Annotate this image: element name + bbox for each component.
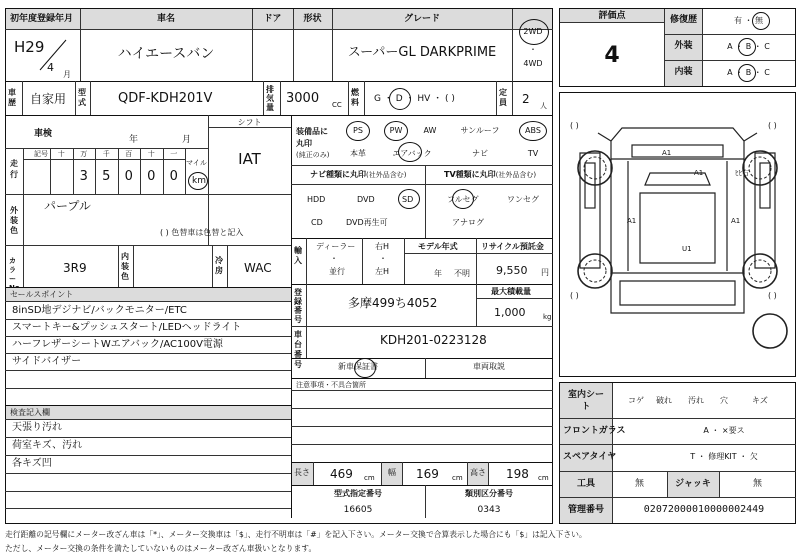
interior-color-label: 内装色 (121, 252, 129, 281)
length-value: 469 (330, 467, 353, 481)
navi-dvd: DVD (357, 195, 375, 204)
model-year-label: モデル年式 (418, 242, 458, 251)
ps-circle (346, 121, 370, 141)
recycle-value: 9,550 (496, 264, 528, 277)
drive-4wd: 4WD (523, 59, 543, 68)
inspector-note-2: 荷室キズ、汚れ (12, 440, 83, 451)
import-dealer: ディーラー (316, 242, 356, 251)
exterior-b-circle (738, 38, 756, 56)
equipment-item: PS (353, 126, 363, 135)
repair-label: 修復歴 (669, 15, 697, 25)
sd-circle (398, 189, 420, 209)
mileage-digit: 0 (124, 169, 133, 184)
mileage-digit: 5 (102, 169, 111, 184)
sales-points-label: セールスポイント (10, 290, 74, 299)
max-load-label: 最大積載量 (491, 287, 531, 296)
mileage-digit: 3 (79, 169, 88, 184)
type-number-label: 型式指定番号 (334, 489, 382, 498)
height-unit: cm (538, 474, 549, 482)
tv-label: TV種類に丸印(社外品含む) (444, 170, 537, 179)
import-left: 左H (375, 267, 390, 276)
cc-value: 3000 (286, 91, 320, 106)
exterior-label: 外装 (674, 41, 693, 51)
abs-circle (519, 121, 547, 141)
tv-oneseg: ワンセグ (507, 195, 539, 204)
car-name: ハイエースバン (117, 46, 215, 62)
equipment-item: 本革 (350, 149, 366, 158)
car-name-label: 車名 (156, 14, 175, 24)
length-unit: cm (364, 474, 375, 482)
new-car-warranty: 新車保証書 (338, 362, 378, 371)
class-number-value: 0343 (477, 505, 501, 515)
use-label: 車歴 (8, 88, 16, 107)
footer-note-2: ただし、メーター交換の条件を満たしていないものはメーター改ざん車扱いとなります。 (5, 544, 317, 553)
tv-fullseg: フルセグ (447, 195, 479, 204)
fuel-value: G ・ D ・ HV ・ ( ) (374, 94, 455, 104)
damage-mark: A1 (627, 217, 637, 225)
fullseg-circle (452, 189, 474, 209)
year-reg-label: 初年度登録年月 (10, 14, 74, 24)
seat-item: キズ (752, 396, 768, 405)
mileage-unit-mile: マイル (186, 159, 207, 167)
length-label: 長さ (294, 468, 310, 477)
height-label: 高さ (470, 468, 486, 477)
type-number-value: 16605 (343, 505, 373, 515)
cc-unit: CC (332, 101, 342, 109)
equipment-item: サンルーフ (460, 126, 500, 135)
navi-hdd: HDD (307, 195, 326, 204)
capacity-label: 定員 (499, 88, 507, 107)
interior-label: 内装 (674, 67, 693, 77)
import-dot-2: ・ (379, 254, 387, 263)
sales-point-1: 8inSD地デジナビ/バックモニター/ETC (12, 305, 187, 316)
navi-sd: SD (402, 195, 414, 204)
main-form (5, 8, 553, 524)
score-value: 4 (604, 43, 620, 68)
shift-label: シフト (237, 118, 262, 127)
width-value: 169 (416, 467, 439, 481)
chassis-value: KDH201-0223128 (380, 333, 487, 347)
drive-dot: ・ (529, 45, 537, 54)
score-label: 評価点 (598, 11, 626, 21)
vehicle-manual: 車両取説 (473, 362, 505, 371)
control-value: 02072000010000002449 (643, 504, 765, 515)
height-value: 198 (506, 467, 529, 481)
mileage-digit-label: 十 (57, 150, 65, 158)
mileage-label: 走行 (10, 159, 18, 179)
cc-label: 排気量 (266, 85, 274, 112)
model-value: QDF-KDH201V (118, 91, 213, 106)
navi-dvd-play: DVD再生可 (346, 218, 388, 227)
car-diagram-svg (560, 93, 795, 376)
repair-none-circle (752, 12, 770, 30)
exterior-options: A ・ B ・ C (727, 42, 770, 51)
inspection-month: 月 (182, 135, 192, 145)
damage-mark: U1 (682, 245, 692, 253)
warranty-circle (354, 358, 376, 378)
capacity-value: 2 (522, 92, 530, 106)
door-label: ドア (263, 14, 282, 24)
color-value: パープル (44, 199, 91, 213)
mileage-digit-label: 万 (80, 150, 88, 158)
model-year-unknown: 不明 (454, 269, 470, 278)
footer-note-1: 走行距離の記号欄にメーター改ざん車は「*」、メーター交換車は「$」、走行不明車は「#」を記入下さい。メーター交換で合算表示した場合にも「$」は記入下さい。 (5, 530, 587, 539)
seat-label: 室内シート (567, 390, 604, 412)
mileage-unit-km: km (192, 176, 206, 186)
recycle-label: リサイクル預託金 (481, 242, 544, 251)
chassis-label: 車台番号 (294, 330, 302, 369)
damage-mark: A1 (662, 149, 672, 157)
model-year-unit: 年 (434, 269, 442, 278)
equipment-item: PW (389, 126, 403, 135)
tools-label: 工具 (576, 479, 595, 489)
equipment-item: ナビ (472, 149, 488, 158)
sales-point-4: サイドバイザー (12, 356, 82, 367)
inspector-label: 検査記入欄 (10, 408, 50, 417)
glass-value: A ・ ×要ス (703, 426, 745, 435)
reg-month: 4 (47, 61, 54, 74)
grade-label: グレード (403, 14, 440, 24)
notes-label: 注意事項・不具合箇所 (296, 381, 366, 389)
seat-item: 穴 (720, 396, 728, 405)
import-parallel: 並行 (329, 267, 345, 276)
seat-item: コゲ (628, 396, 644, 405)
mileage-digit-label: 十 (147, 150, 155, 158)
reg-era: H29 (14, 38, 45, 56)
airbag-circle (398, 142, 422, 162)
tools-value: 無 (634, 479, 644, 489)
equipment-sub: (純正のみ) (296, 151, 330, 159)
registration-value: 多摩499ち4052 (348, 296, 438, 310)
navi-label: ナビ種類に丸印(社外品含む) (310, 170, 407, 179)
tv-analog: アナログ (452, 218, 484, 227)
import-dot-1: ・ (330, 254, 338, 263)
fuel-circle (389, 88, 411, 110)
interior-b-circle (738, 64, 756, 82)
use-value: 自家用 (30, 92, 67, 106)
spare-value: T ・ 修理KIT ・ 欠 (690, 452, 758, 461)
max-load-value: 1,000 (494, 306, 526, 319)
paren-bl: ( ) (570, 291, 579, 300)
inspection-label: 車検 (34, 129, 53, 139)
paren-tr: ( ) (768, 121, 777, 130)
import-label: 輸入 (294, 246, 302, 265)
color-no-label: カラー (9, 257, 16, 283)
spare-label: スペアタイヤ (563, 452, 617, 462)
equipment-item: ABS (525, 126, 541, 135)
equipment-item: TV (527, 149, 539, 158)
inspection-year: 年 (129, 135, 139, 145)
grade: スーパーGL DARKPRIME (347, 45, 497, 60)
max-load-unit: kg (543, 313, 552, 321)
color-no-value: 3R9 (63, 261, 87, 275)
inspector-note-3: 各キズ凹 (12, 458, 52, 469)
class-number-label: 類別区分番号 (465, 489, 513, 498)
sales-point-3: ハーフレザーシートWエアバック/AC100V電源 (12, 339, 223, 350)
navi-cd: CD (311, 218, 323, 227)
mileage-digit-label: 千 (102, 150, 110, 158)
jack-value: 無 (752, 479, 762, 489)
pw-circle (384, 121, 408, 141)
reg-month-unit: 月 (63, 70, 71, 79)
mileage-digit: 0 (169, 169, 178, 184)
mileage-digit-label: 百 (125, 150, 133, 158)
damage-mark: A1 (694, 169, 704, 177)
fuel-label: 燃料 (351, 88, 359, 107)
damage-mark: A1 (731, 217, 741, 225)
seat-item: 破れ (656, 396, 672, 405)
damage-mark: ﾋﾋ右 (735, 169, 749, 177)
jack-label: ジャッキ (675, 479, 711, 489)
interior-options: A ・ B ・ C (727, 68, 770, 77)
equipment-label: 装備品に丸印 (296, 127, 328, 148)
equipment-item: エアバック (392, 149, 432, 158)
width-unit: cm (452, 474, 463, 482)
import-right: 右H (375, 242, 390, 251)
paren-br: ( ) (768, 291, 777, 300)
capacity-unit: 人 (540, 102, 547, 110)
model-label: 型式 (78, 88, 86, 107)
mileage-sub-label: 記号 (34, 150, 48, 158)
recycle-unit: 円 (541, 268, 549, 277)
control-label: 管理番号 (567, 505, 604, 515)
shift-value: IAT (238, 150, 261, 168)
ac-value: WAC (244, 261, 272, 275)
ac-label: 冷房 (215, 256, 223, 275)
glass-label: フロントガラス (563, 426, 626, 436)
equipment-item: AW (423, 126, 437, 135)
mileage-digit: 0 (147, 169, 156, 184)
registration-label: 登録番号 (294, 288, 302, 324)
inspector-note-1: 天張り汚れ (12, 422, 62, 433)
color-note: ( ) 色替車は色替と記入 (160, 228, 244, 237)
mileage-digit-label: 一 (170, 150, 178, 158)
repair-options: 有 ・ 無 (733, 16, 764, 25)
width-label: 幅 (388, 468, 396, 477)
seat-item: 汚れ (688, 396, 704, 405)
shape-label: 形状 (303, 14, 322, 24)
color-label: 外装色 (10, 206, 18, 235)
drive-2wd: 2WD (523, 27, 543, 36)
paren-tl: ( ) (570, 121, 579, 130)
sales-point-2: スマートキー&プッシュスタート/LEDヘッドライト (12, 322, 242, 333)
